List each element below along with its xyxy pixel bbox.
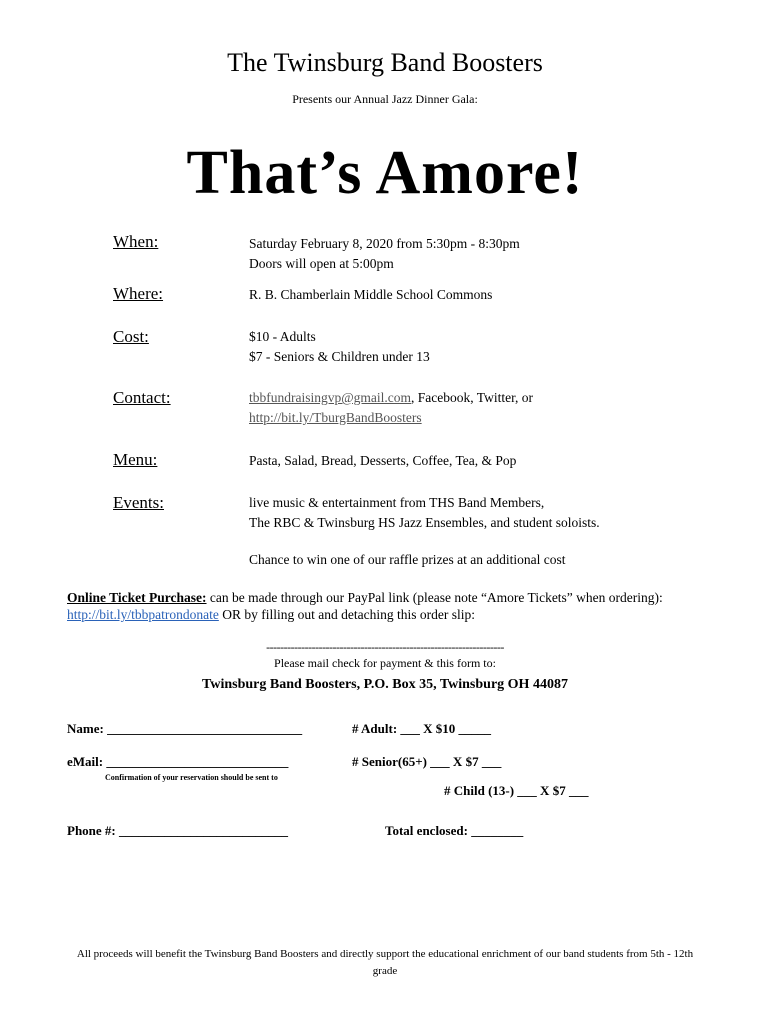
detach-line: --------------------------------------------------------------------: [266, 640, 504, 654]
online-purchase-line2: [67, 607, 475, 623]
child-tickets-field[interactable]: # Child (13-) ___ X $7 ___: [444, 783, 589, 798]
paypal-link[interactable]: http://bit.ly/tbbpatrondonate: [67, 607, 219, 622]
events-line2: The RBC & Twinsburg HS Jazz Ensembles, and student soloists.: [249, 515, 600, 530]
when-label: When:: [113, 232, 159, 251]
email-field[interactable]: eMail: ____________________________: [67, 754, 289, 769]
cost-label: Cost:: [113, 327, 149, 346]
where-location: R. B. Chamberlain Middle School Commons: [249, 287, 493, 302]
order-slip-text: OR by filling out and detaching this order slip:: [218, 607, 475, 622]
events-label: Events:: [113, 493, 164, 512]
menu-items: Pasta, Salad, Bread, Desserts, Coffee, Tea, & Pop: [249, 453, 517, 468]
online-purchase-text: can be made through our PayPal link (please note “Amore Tickets” when ordering):: [206, 590, 663, 605]
online-purchase-line: [67, 590, 663, 606]
contact-line: [249, 390, 533, 406]
phone-field[interactable]: Phone #: __________________________: [67, 823, 288, 838]
contact-label: Contact:: [113, 388, 171, 407]
footer-note: All proceeds will benefit the Twinsburg Band Boosters and directly support the educational enrichment of our band students from 5th - 12th grade: [76, 948, 694, 977]
senior-tickets-field[interactable]: # Senior(65+) ___ X $7 ___: [352, 754, 502, 769]
cost-adults: $10 - Adults: [249, 329, 316, 344]
raffle-note: Chance to win one of our raffle prizes at an additional cost: [249, 552, 566, 567]
events-line1: live music & entertainment from THS Band Members,: [249, 495, 545, 510]
confirmation-note: Confirmation of your reservation should be sent to: [105, 773, 278, 782]
contact-url-link[interactable]: http://bit.ly/TburgBandBoosters: [249, 410, 422, 425]
where-label: Where:: [113, 284, 164, 303]
event-name-heading: That’s Amore!: [186, 139, 584, 207]
when-date: Saturday February 8, 2020 from 5:30pm - 8:30pm: [249, 236, 520, 251]
mailing-address: Twinsburg Band Boosters, P.O. Box 35, Twinsburg OH 44087: [202, 677, 568, 692]
online-purchase-label: Online Ticket Purchase:: [67, 590, 207, 605]
organization-title: The Twinsburg Band Boosters: [227, 48, 543, 77]
cost-seniors-children: $7 - Seniors & Children under 13: [249, 349, 430, 364]
when-doors: Doors will open at 5:00pm: [249, 256, 394, 271]
name-field[interactable]: Name: ______________________________: [67, 721, 303, 736]
menu-label: Menu:: [113, 450, 158, 469]
contact-email-link[interactable]: tbbfundraisingvp@gmail.com: [249, 390, 412, 405]
presents-subtitle: Presents our Annual Jazz Dinner Gala:: [292, 92, 478, 106]
contact-url-line: [249, 410, 422, 426]
contact-rest-text: , Facebook, Twitter, or: [411, 390, 534, 405]
adult-tickets-field[interactable]: # Adult: ___ X $10 _____: [352, 721, 492, 736]
mail-instruction: Please mail check for payment & this form to:: [274, 656, 496, 670]
total-enclosed-field[interactable]: Total enclosed: ________: [385, 823, 524, 838]
